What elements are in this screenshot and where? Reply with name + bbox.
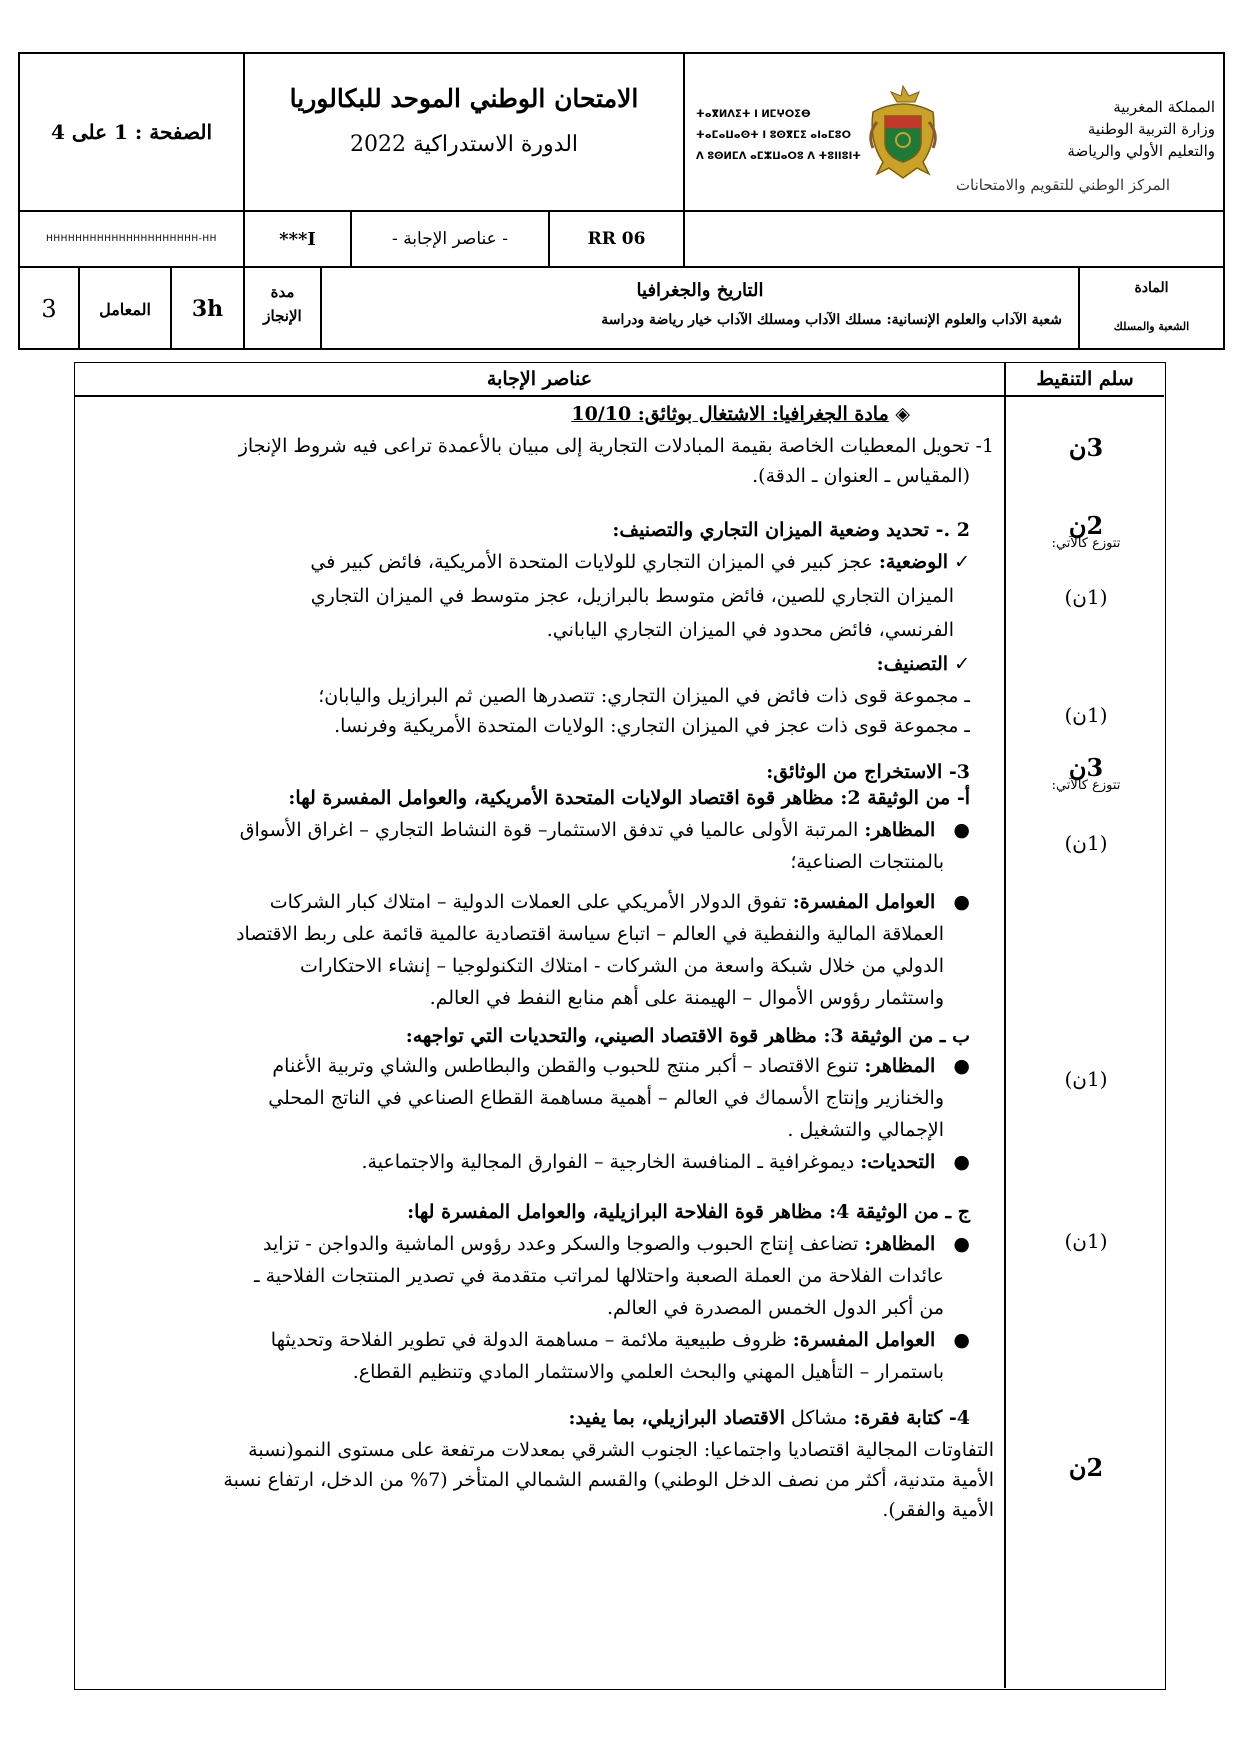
branch-label: الشعبة والمسلك bbox=[1113, 320, 1190, 333]
diamond-icon: ◈ bbox=[895, 403, 910, 425]
q2-status-label: الوضعية: bbox=[878, 551, 949, 573]
q3c-aspects-line-3: من أكبر الدول الخمس المصدرة في العالم. bbox=[606, 1297, 944, 1319]
bullet-icon: ● bbox=[935, 819, 970, 841]
score-q2-status: (1ن) bbox=[1064, 585, 1108, 609]
bullet-icon: ● bbox=[935, 891, 970, 913]
evaluation-center: المركز الوطني للتقويم والامتحانات bbox=[955, 176, 1170, 194]
q3c-title: ج ـ من الوثيقة 4: مظاهر قوة الفلاحة البرازيلية، والعوامل المفسرة لها: bbox=[407, 1201, 970, 1223]
score-q3a: (1ن) bbox=[1064, 831, 1108, 855]
q3c-factors-line-2: باستمرار – التأهيل المهني والبحث العلمي والاستثمار المادي وتنظيم القطاع. bbox=[352, 1361, 944, 1383]
document-type: - عناصر الإجابة - bbox=[392, 229, 508, 249]
page-number: الصفحة : 1 على 4 bbox=[50, 120, 213, 144]
q3a-factors-line-2: العملاقة المالية والنفطية في العالم – اتباع سياسة اقتصادية عالمية قائمة على ربط الاقتصاد bbox=[236, 923, 944, 945]
ministry-line-2: والتعليم الأولي والرياضة bbox=[1067, 142, 1215, 160]
q3c-aspects-line-1: تضاعف إنتاج الحبوب والصوجا والسكر وعدد رؤوس الماشية والدواجن - تزايد bbox=[263, 1233, 859, 1255]
score-q2-distribution: تتوزع كالآتي: bbox=[1051, 536, 1121, 551]
answers-body bbox=[75, 363, 994, 1688]
q3b-aspects-label: المظاهر: bbox=[864, 1055, 936, 1077]
exam-session: الدورة الاستدراكية 2022 bbox=[349, 132, 579, 157]
coefficient-label: المعامل bbox=[99, 299, 151, 319]
check-icon: ✓ bbox=[948, 653, 970, 675]
check-icon: ✓ bbox=[948, 551, 970, 573]
q3a-factors-label: العوامل المفسرة: bbox=[792, 891, 936, 913]
tifinagh-line-2: ⵜⴰⵎⴰⵡⴰⵙⵜ ⵏ ⵓⵙⴳⵎⵉ ⴰⵏⴰⵎⵓⵔ bbox=[696, 130, 851, 141]
q2-class-line-2: ـ مجموعة قوى ذات عجز في الميزان التجاري: الولايات المتحدة الأمريكية وفرنسا. bbox=[334, 715, 970, 737]
q4-line-3: الأمية والفقر). bbox=[882, 1499, 994, 1521]
ministry-name-arabic bbox=[915, 96, 1215, 162]
q3b-challenges: ديموغرافية ـ المنافسة الخارجية – الفوارق المجالية والاجتماعية. bbox=[361, 1151, 855, 1173]
bullet-icon: ● bbox=[935, 1055, 970, 1077]
q3a-factors-line-1: تفوق الدولار الأمريكي على العملات الدولية – امتلاك كبار الشركات bbox=[269, 891, 787, 913]
exam-title: الامتحان الوطني الموحد للبكالوريا bbox=[289, 84, 639, 113]
q2-title: 2 .- تحديد وضعية الميزان التجاري والتصنيف: bbox=[612, 519, 970, 541]
duration-label-line-1: مدة bbox=[270, 283, 295, 301]
score-q1: 3ن bbox=[1068, 433, 1104, 462]
q3a-factors-line-4: واستثمار رؤوس الأموال – الهيمنة على أهم منابع النفط في العالم. bbox=[429, 987, 944, 1009]
tifinagh-line-1: ⵜⴰⴳⵍⴷⵉⵜ ⵏ ⵍⵎⵖⵔⵉⴱ bbox=[696, 109, 811, 120]
subject-label: المادة bbox=[1134, 280, 1169, 296]
q3a-aspects-line-2: بالمنتجات الصناعية؛ bbox=[790, 851, 944, 873]
q2-status-line-3: الفرنسي، فائض محدود في الميزان التجاري الياباني. bbox=[546, 619, 954, 641]
q2-class-line-1: ـ مجموعة قوى ذات فائض في الميزان التجاري: تتصدرها الصين ثم البرازيل واليابان؛ bbox=[318, 685, 970, 707]
q3b-aspects-line-1: تنوع الاقتصاد – أكبر منتج للحبوب والقطن والبطاطس والشاي وتربية الأغنام bbox=[272, 1055, 859, 1077]
q2-status-line-1: عجز كبير في الميزان التجاري للولايات المتحدة الأمريكية، فائض كبير في bbox=[310, 551, 873, 573]
subject-name: التاريخ والجغرافيا bbox=[636, 280, 764, 301]
score-q2: 2ن bbox=[1068, 511, 1104, 540]
score-q3-distribution: تتوزع كالآتي: bbox=[1051, 778, 1121, 793]
q3a-aspects-line-1: المرتبة الأولى عالميا في تدفق الاستثمار– قوة النشاط التجاري – اغراق الأسواق bbox=[239, 819, 859, 841]
q4-title: 4- كتابة فقرة: bbox=[853, 1407, 970, 1429]
score-q3b: (1ن) bbox=[1064, 1067, 1108, 1091]
q4-line-1: التفاوتات المجالية اقتصاديا واجتماعيا: الجنوب الشرقي بمعدلات مرتفعة على مستوى النمو(نسبة bbox=[248, 1439, 994, 1461]
score-q3: 3ن bbox=[1068, 753, 1104, 782]
q3a-factors-line-3: الدولي من خلال شبكة واسعة من الشركات - امتلاك التكنولوجيا – إنشاء الاحتكارات bbox=[299, 955, 944, 977]
duration-label bbox=[245, 280, 320, 328]
q4-subject-pre: مشاكل bbox=[791, 1407, 848, 1429]
scores-column bbox=[1006, 363, 1166, 1688]
q4-subject: الاقتصاد البرازيلي، بما يفيد: bbox=[568, 1407, 785, 1429]
coefficient-value: 3 bbox=[41, 295, 57, 323]
q3c-aspects-line-2: عائدات الفلاحة من العملة الصعبة واحتلالها لمراتب متقدمة في تصدير المنتجات الفلاحية ـ bbox=[253, 1265, 944, 1287]
score-q4: 2ن bbox=[1068, 1453, 1104, 1482]
ministry-name-tifinagh bbox=[696, 104, 866, 167]
q3b-title: ب ـ من الوثيقة 3: مظاهر قوة الاقتصاد الصيني، والتحديات التي تواجهه: bbox=[405, 1025, 970, 1047]
answer-table bbox=[74, 362, 1166, 1690]
q3b-challenges-label: التحديات: bbox=[860, 1151, 936, 1173]
code-hash: HHHHHHHHHHHHHHHHHHHHH-HH bbox=[46, 234, 217, 244]
q3a-aspects-label: المظاهر: bbox=[864, 819, 936, 841]
kingdom-line: المملكة المغربية bbox=[1113, 98, 1215, 116]
q3b-aspects-line-2: والخنازير وإنتاج الأسماك في العالم – أهمية مساهمة القطاع الصناعي في الناتج المحلي bbox=[268, 1087, 944, 1109]
tifinagh-line-3: ⴷ ⵓⵙⵍⵎⴷ ⴰⵎⵣⵡⴰⵔⵓ ⴷ ⵜⵓⵏⵏⵓⵏⵜ bbox=[696, 151, 862, 162]
bullet-icon: ● bbox=[935, 1233, 970, 1255]
q3c-aspects-label: المظاهر: bbox=[864, 1233, 936, 1255]
score-q2-class: (1ن) bbox=[1064, 703, 1108, 727]
code-rr: RR 06 bbox=[587, 229, 646, 249]
q1-line-1: 1- تحويل المعطيات الخاصة بقيمة المبادلات التجارية إلى مبيان بالأعمدة تراعى فيه شروط الإنجاز bbox=[238, 435, 994, 457]
exam-header bbox=[18, 52, 1225, 350]
q4-line-2: الأمية متدنية، أكثر من نصف الدخل الوطني) والقسم الشمالي المتأخر (7% من الدخل، ارتفاع نسبة bbox=[223, 1469, 994, 1491]
bullet-icon: ● bbox=[935, 1151, 970, 1173]
q2-status-line-2: الميزان التجاري للصين، فائض متوسط بالبرازيل، عجز متوسط في الميزان التجاري bbox=[310, 585, 954, 607]
q3a-title: أ- من الوثيقة 2: مظاهر قوة اقتصاد الولايات المتحدة الأمريكية، والعوامل المفسرة لها: bbox=[288, 787, 970, 809]
q3c-factors-label: العوامل المفسرة: bbox=[792, 1329, 936, 1351]
section-heading: مادة الجغرافيا: الاشتغال بوثائق: 10/10 bbox=[571, 403, 889, 425]
bullet-icon: ● bbox=[935, 1329, 970, 1351]
q3b-aspects-line-3: الإجمالي والتشغيل . bbox=[787, 1119, 944, 1141]
q1-line-2: (المقياس ـ العنوان ـ الدقة). bbox=[752, 465, 970, 487]
branch-name: شعبة الآداب والعلوم الإنسانية: مسلك الآداب ومسلك الآداب خيار رياضة ودراسة bbox=[601, 312, 1062, 328]
duration-label-line-2: الإنجاز bbox=[263, 307, 302, 325]
duration-value: 3h bbox=[191, 296, 224, 322]
answers-column-header: عناصر الإجابة bbox=[486, 368, 593, 390]
section-title bbox=[571, 399, 910, 430]
q3c-factors-line-1: ظروف طبيعية ملائمة – مساهمة الدولة في تطوير الفلاحة وتحديثها bbox=[270, 1329, 787, 1351]
q2-class-label: التصنيف: bbox=[876, 653, 949, 675]
score-column-header: سلم التنقيط bbox=[1036, 368, 1134, 390]
q3-title: 3- الاستخراج من الوثائق: bbox=[766, 761, 970, 783]
code-star: ***I bbox=[279, 228, 316, 250]
moroccan-coat-of-arms-icon bbox=[863, 82, 943, 182]
ministry-line-1: وزارة التربية الوطنية bbox=[1087, 120, 1215, 138]
score-q3c: (1ن) bbox=[1064, 1229, 1108, 1253]
